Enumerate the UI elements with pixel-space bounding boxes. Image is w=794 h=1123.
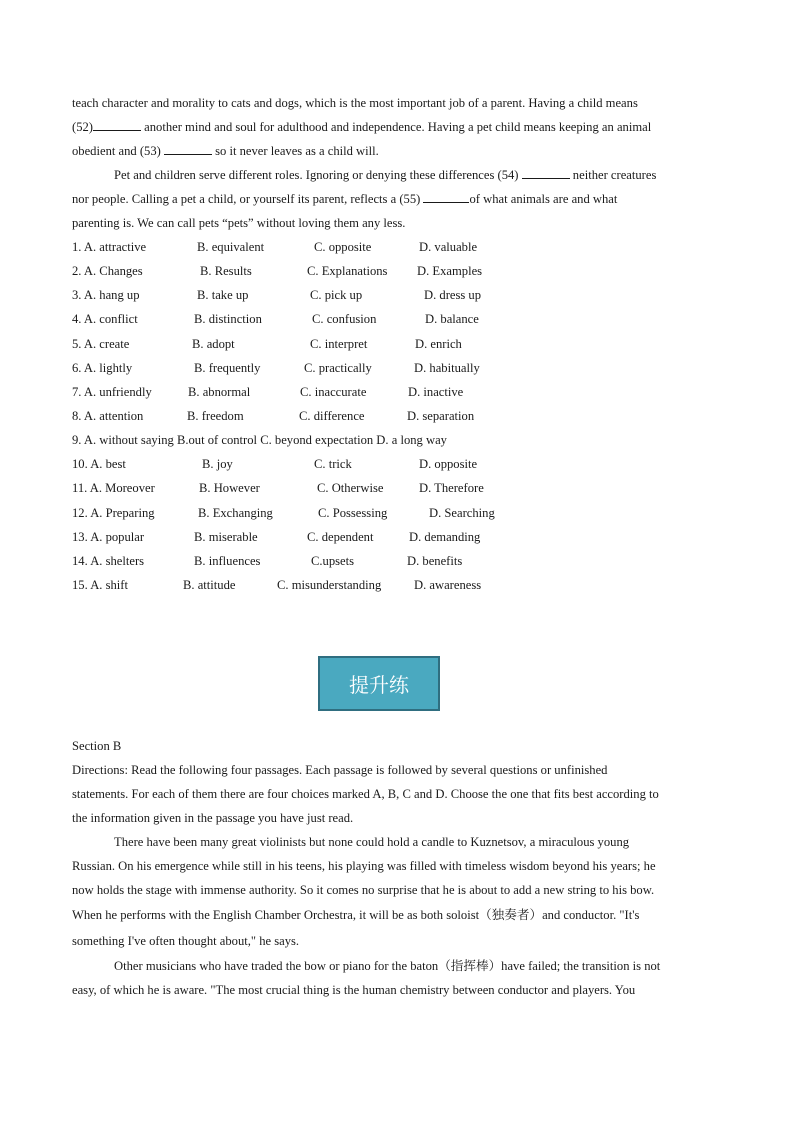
passage-line: Pet and children serve different roles. Ignoring or denying these differences (54) neither creatures — [72, 163, 724, 187]
option-row — [72, 428, 592, 452]
passage-line: (52) another mind and soul for adulthood and independence. Having a pet child means keeping an animal — [72, 115, 724, 139]
option-row — [72, 476, 592, 500]
option-c: C. trick — [314, 457, 352, 472]
option-d: D. Therefore — [419, 481, 484, 496]
option-number-a: 2. A. Changes — [72, 264, 143, 279]
option-number-a: 1. A. attractive — [72, 240, 147, 254]
option-row — [72, 501, 592, 525]
option-c: C. Possessing — [318, 505, 388, 520]
passage-line: There have been many great violinists but none could hold a candle to Kuznetsov, a miraculous young — [114, 835, 630, 849]
option-number-a: 8. A. attention — [72, 408, 144, 423]
passage-line: When he performs with the English Chamber Orchestra, it will be as both soloist（独奏者）and conductor. "It's — [72, 908, 640, 922]
option-c: C. pick up — [310, 288, 363, 303]
directions-line: statements. For each of them there are four choices marked A, B, C and D. Choose the one that fits best according to — [72, 787, 659, 801]
option-number-a: 13. A. popular — [72, 529, 145, 544]
option-row — [72, 452, 592, 476]
option-number-a: 3. A. hang up — [72, 288, 140, 303]
option-b: B. joy — [202, 457, 233, 472]
passage-line: something I've often thought about," he says. — [72, 934, 300, 948]
answer-blank-54[interactable] — [522, 164, 570, 179]
option-b: B. influences — [194, 553, 261, 568]
directions-line: the information given in the passage you have just read. — [72, 811, 354, 825]
option-c: C. difference — [299, 408, 365, 423]
option-b: B. However — [199, 481, 260, 496]
option-row — [72, 332, 592, 356]
option-row — [72, 549, 592, 573]
section-b — [72, 734, 724, 1002]
section-heading: Section B — [72, 739, 122, 753]
option-number-a: 11. A. Moreover — [72, 481, 155, 496]
option-b: B. abnormal — [188, 384, 251, 399]
option-number-a: 15. A. shift — [72, 577, 128, 592]
passage-line: teach character and morality to cats and dogs, which is the most important job of a parent. Having a child means — [72, 96, 638, 110]
option-number-a: 4. A. conflict — [72, 312, 138, 327]
passage-line: Other musicians who have traded the bow or piano for the baton（指挥棒）have failed; the transition is not — [114, 959, 661, 973]
option-c: C. practically — [304, 360, 372, 375]
option-c: C. Otherwise — [317, 481, 384, 496]
passage-continuation — [72, 91, 724, 235]
option-number-a: 9. A. without saying B.out of control C. beyond expectation D. a long way — [72, 433, 447, 448]
option-d: D. inactive — [408, 384, 464, 399]
option-b: B. adopt — [192, 336, 235, 351]
option-c: C. Explanations — [307, 264, 388, 279]
option-number-a: 7. A. unfriendly — [72, 384, 152, 399]
option-c: C. interpret — [310, 336, 368, 351]
option-row — [72, 573, 592, 597]
option-number-a: 6. A. lightly — [72, 360, 133, 375]
option-d: D. balance — [425, 312, 479, 327]
option-d: D. separation — [407, 408, 475, 423]
option-c: C. inaccurate — [300, 384, 367, 399]
option-b: B. Exchanging — [198, 505, 273, 520]
option-b: B. miserable — [194, 529, 258, 544]
directions-line: Directions: Read the following four passages. Each passage is followed by several questions or unfinished — [72, 763, 608, 777]
option-d: D. Searching — [429, 505, 495, 520]
practice-banner — [318, 656, 440, 711]
option-d: D. demanding — [409, 529, 481, 544]
option-row — [72, 525, 592, 549]
option-c: C. opposite — [314, 240, 372, 254]
option-d: D. opposite — [419, 457, 478, 472]
option-row — [72, 356, 592, 380]
option-row — [72, 283, 592, 307]
option-d: D. habitually — [414, 360, 480, 375]
option-number-a: 12. A. Preparing — [72, 505, 155, 520]
passage-line: nor people. Calling a pet a child, or yourself its parent, reflects a (55) of what animals are and what — [72, 187, 724, 211]
option-c: C.upsets — [311, 553, 355, 568]
option-number-a: 14. A. shelters — [72, 553, 145, 568]
option-row — [72, 380, 592, 404]
option-d: D. valuable — [419, 240, 478, 254]
answer-blank-55[interactable] — [423, 188, 469, 203]
option-d: D. dress up — [424, 288, 482, 303]
option-d: D. awareness — [414, 577, 482, 592]
passage-line: obedient and (53) so it never leaves as a child will. — [72, 139, 724, 163]
option-c: C. dependent — [307, 529, 374, 544]
option-row — [72, 307, 592, 331]
option-row — [72, 404, 592, 428]
passage-line: Russian. On his emergence while still in his teens, his playing was filled with timeless wisdom beyond his years; he — [72, 859, 656, 873]
option-number-a: 5. A. create — [72, 336, 130, 351]
passage-line: easy, of which he is aware. "The most crucial thing is the human chemistry between conductor and players. You — [72, 983, 636, 997]
option-d: D. Examples — [417, 264, 483, 279]
answer-blank-53[interactable] — [164, 140, 212, 155]
option-c: C. misunderstanding — [277, 577, 382, 592]
option-row — [72, 259, 592, 283]
option-b: B. take up — [197, 288, 249, 303]
option-number-a: 10. A. best — [72, 457, 126, 472]
answer-options-list — [72, 235, 592, 597]
passage-line: parenting is. We can call pets “pets” without loving them any less. — [72, 216, 406, 230]
option-c: C. confusion — [312, 312, 377, 327]
option-b: B. Results — [200, 264, 252, 279]
option-row — [72, 235, 592, 259]
option-b: B. frequently — [194, 360, 261, 375]
passage-line: now holds the stage with immense authority. So it comes no surprise that he is about to add a new string to his bow. — [72, 883, 655, 897]
option-b: B. freedom — [187, 408, 244, 423]
option-b: B. attitude — [183, 577, 236, 592]
answer-blank-52[interactable] — [93, 116, 141, 131]
option-b: B. distinction — [194, 312, 262, 327]
option-d: D. enrich — [415, 336, 462, 351]
banner-label: 提升练 — [349, 673, 409, 697]
option-d: D. benefits — [407, 553, 463, 568]
option-b: B. equivalent — [197, 240, 265, 254]
